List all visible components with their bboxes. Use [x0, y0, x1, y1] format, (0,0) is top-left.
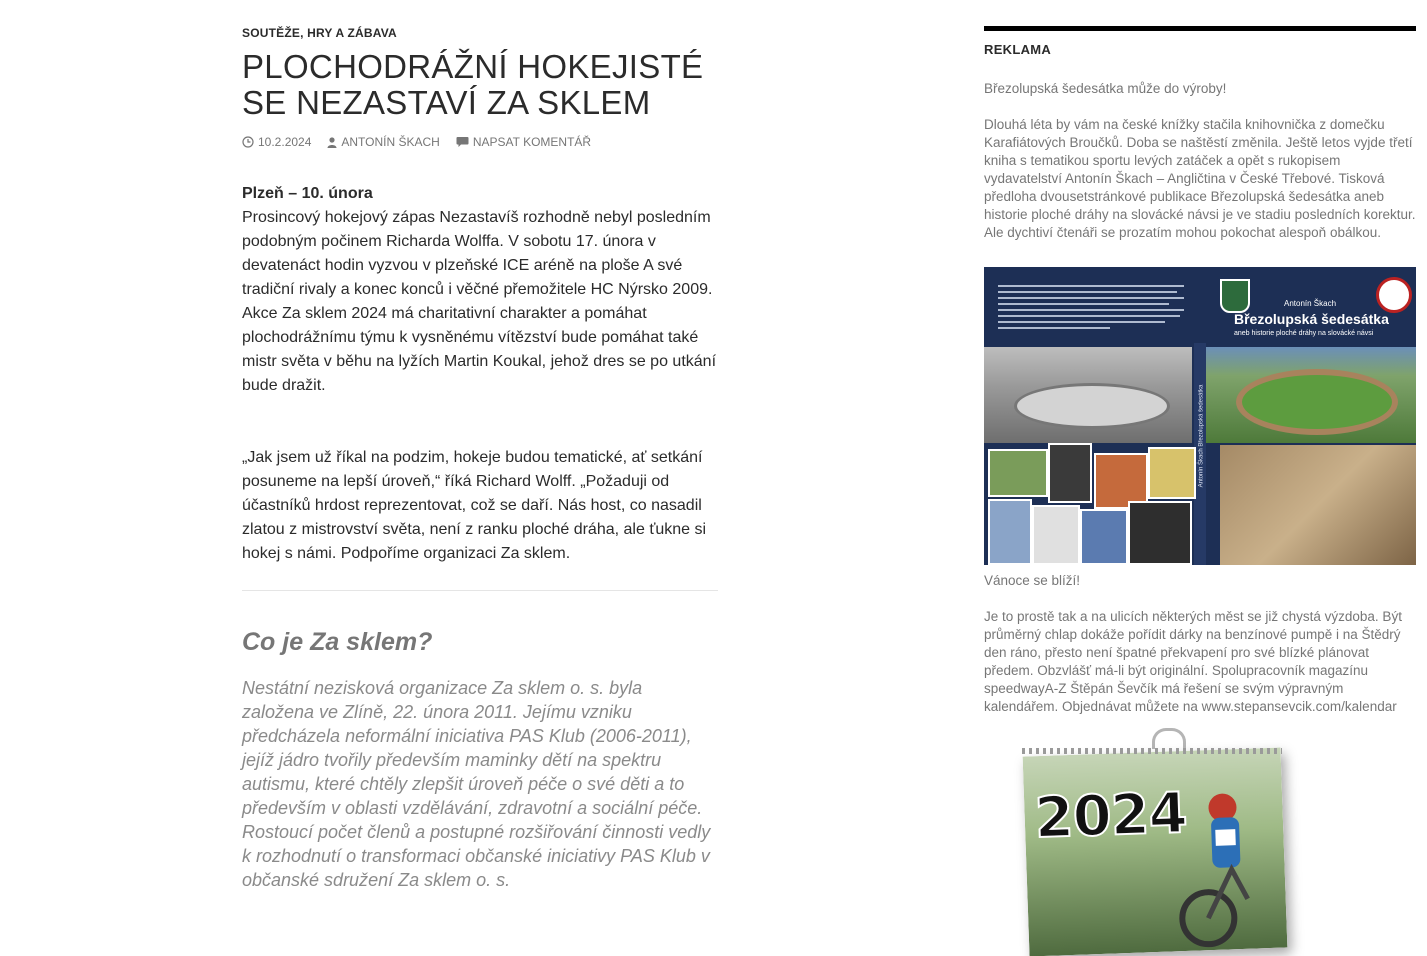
article-paragraph-2: „Jak jsem už říkal na podzim, hokeje budou tematické, ať setkání posuneme na lepší úroveň,“ říká Richard Wolff. „Požaduji od účastníků hrdost reprezentovat, což se daří. Nás host, co nasadil zlatou z mistrovství světa, není z ranku ploché dráha, ale ťukne si hokej s námi. Podpoříme organizaci Za sklem. [242, 449, 707, 562]
info-box-heading: Co je Za sklem? [242, 628, 433, 656]
book-spine-text: Antonín Škach Březolupská šedesátka [1198, 384, 1205, 488]
user-icon [327, 137, 337, 148]
comment-link-text: NAPSAT KOMENTÁŘ [472, 135, 592, 149]
book-cover-image[interactable] [984, 267, 1416, 565]
calendar-page [1023, 748, 1288, 956]
village-crest-icon [1220, 279, 1250, 313]
calendar-image[interactable] [984, 728, 1416, 934]
ad1-heading: Březolupská šedesátka může do výroby! [984, 81, 1227, 96]
sidebar-widget-title: REKLAMA [984, 42, 1052, 57]
comment-icon [456, 136, 469, 148]
article-dateline: Plzeň – 10. února [242, 185, 373, 202]
club-badge-icon [1376, 277, 1412, 313]
entry-meta [242, 135, 591, 149]
speedway-rider-image [1174, 788, 1270, 951]
article-paragraph-1 [242, 182, 718, 398]
clock-icon [242, 136, 254, 148]
info-box-text: Nestátní nezisková organizace Za sklem o. s. byla založena ve Zlíně, 22. února 2011. Jejímu vzniku předcházela neformální iniciativa PAS Klub (2006-2011), jejíž jádro tvořily především maminky dětí na spektru autismu, které chtěly zlepšit úroveň péče o své děti a to především v oblasti vzdělávání, zdravotní a sociální péče. Rostoucí počet členů a postupné rozšiřování činnosti vedly k rozhodnutí o transformaci občanské iniciativy PAS Klub v občanské sdružení Za sklem o. s. [242, 678, 711, 890]
entry-date[interactable] [242, 135, 311, 149]
divider [242, 590, 718, 591]
category-link[interactable]: SOUTĚŽE, HRY A ZÁBAVA [242, 26, 397, 40]
book-photo-old-stadium [984, 347, 1192, 443]
ad2-heading: Vánoce se blíží! [984, 573, 1081, 588]
sidebar-top-bar [984, 26, 1416, 31]
calendar-binding [1022, 748, 1282, 754]
ad2-text: Je to prostě tak a na ulicích některých měst se již chystá výzdoba. Být průměrný chlap dokáže pořídit dárky na benzínové pumpě i na Štědrý den ráno, přesto není špatné překvapení pro své blízké plánovat předem. Obzvlášť má-li být originální. Spolupracovník magazínu speedwayA-Z Štěpán Ševčík má řešení se svým výpravným kalendářem. Objednávat můžete na www.stepansevcik.com/kalendar [984, 609, 1402, 714]
ad1-text: Dlouhá léta by vám na české knížky stačila knihovnička z domečku Karafiátových Broučků. Doba se naštěstí změnila. Ještě letos vyjde třetí kniha s tematikou sportu levých zatáček a opět s rukopisem vydavatelství Antonín Škach – Angličtina v České Třebové. Tisková předloha dvousetstránkové publikace Březolupská šedesátka aneb historie ploché dráhy na slovácké návsi je ve stadiu posledních korektur. Ale dychtiví čtenáři se prozatím mohou pokochat alespoň obálkou. [984, 117, 1416, 240]
entry-author-text: ANTONÍN ŠKACH [341, 135, 440, 149]
entry-author[interactable] [327, 135, 439, 149]
book-author: Antonín Škach [1284, 299, 1337, 308]
book-subtitle: aneb historie ploché dráhy na slovácké návsi [1234, 330, 1374, 337]
calendar-hook [1152, 728, 1186, 749]
comment-link[interactable] [456, 135, 591, 149]
article-title[interactable]: PLOCHODRÁŽNÍ HOKEJISTÉ SE NEZASTAVÍ ZA SKLEM [242, 48, 704, 121]
entry-date-text: 10.2.2024 [258, 135, 312, 149]
article-paragraph-1-text: Prosincový hokejový zápas Nezastavíš rozhodně nebyl posledním podobným počinem Richarda Wolffa. V sobotu 17. února v devatenáct hodin vyzvou v plzeňské ICE aréně na ploše A své tradiční rivaly a konec konců i věčné přemožitele HC Nýrsko 2009. Akce Za sklem 2024 má charitativní charakter a pomáhat plochodrážnímu týmu k vysněnému vítězství bude pomáhat také mistr světa v běhu na lyžích Martin Koukal, jehož dres se po utkání bude dražit. [242, 209, 717, 394]
book-photo-stadium [1206, 347, 1416, 443]
book-back-blurb [998, 285, 1184, 343]
book-title: Březolupská šedesátka [1234, 311, 1389, 327]
calendar-year: 2024 [1033, 780, 1188, 852]
book-photo-sepia [1220, 445, 1416, 565]
